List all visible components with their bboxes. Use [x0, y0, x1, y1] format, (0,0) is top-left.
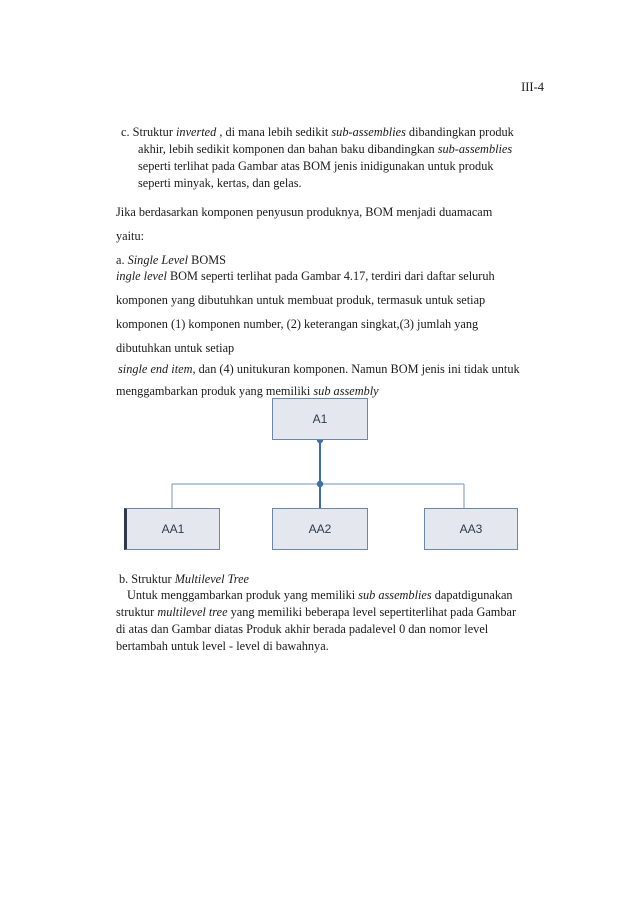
- para-a-line1: [116, 268, 495, 285]
- para-a-text: BOM seperti terlihat pada Gambar 4.17, terdiri dari daftar seluruh: [166, 269, 495, 283]
- para-a-line3: komponen (1) komponen number, (2) keterangan singkat,(3) jumlah yang: [116, 317, 479, 331]
- para-b-text: yang memiliki beberapa level sepertiterlihat pada Gambar: [227, 605, 517, 619]
- para-a-italic: Single Level: [127, 253, 189, 267]
- para-c-text: akhir, lebih sedikit komponen dan bahan baku dibandingkan: [138, 142, 438, 156]
- node-child-3: AA3: [424, 508, 518, 550]
- para-c-italic-subassemblies: sub-assemblies: [437, 142, 513, 156]
- para-b-line4: bertambah untuk level - level di bawahnya.: [116, 639, 329, 653]
- para-a-line4: dibutuhkan untuk setiap: [116, 341, 235, 355]
- para-b-line1: [127, 587, 513, 604]
- para-b-text: b. Struktur: [119, 572, 175, 586]
- para-b-italic: Multilevel Tree: [174, 572, 250, 586]
- node-child-1: AA1: [124, 508, 220, 550]
- para-a-italic: ingle level: [116, 269, 167, 283]
- para-b-text: struktur: [116, 605, 158, 619]
- para-a-text: BOMS: [188, 253, 226, 267]
- bom-single-level-diagram: [112, 398, 530, 558]
- para-b-line2: [116, 604, 516, 621]
- para-a-line2: komponen yang dibutuhkan untuk membuat produk, termasuk untuk setiap: [116, 293, 486, 307]
- para-b-italic: sub assemblies: [358, 588, 432, 602]
- para-a-text: , dan (4) unitukuran komponen. Namun BOM jenis ini tidak untuk: [192, 362, 520, 376]
- para-c-line3: seperti terlihat pada Gambar atas BOM jenis inidigunakan untuk produk: [138, 159, 494, 173]
- para-c-italic-subassemblies: sub-assemblies: [331, 125, 406, 139]
- para-c-line4: seperti minyak, kertas, dan gelas.: [138, 176, 302, 190]
- para-b-text: Untuk menggambarkan produk yang memiliki: [127, 588, 359, 602]
- para-jika-line1: Jika berdasarkan komponen penyusun produknya, BOM menjadi duamacam: [116, 205, 493, 219]
- para-b-italic: multilevel tree: [157, 605, 228, 619]
- page-number: III-4: [521, 80, 544, 94]
- para-a-text: menggambarkan produk yang memiliki: [116, 384, 314, 398]
- para-jika-line2: yaitu:: [116, 229, 145, 243]
- para-b-heading: [119, 571, 249, 588]
- para-a-italic: single end item: [118, 362, 193, 376]
- para-a-italic: sub assembly: [313, 384, 379, 398]
- para-a-heading: [116, 252, 226, 269]
- para-c-line2: [138, 141, 512, 158]
- para-c-text: , di mana lebih sedikit: [216, 125, 332, 139]
- para-c-text: c. Struktur: [121, 125, 176, 139]
- para-a-line5: [118, 361, 520, 378]
- para-c-italic-inverted: inverted: [176, 125, 217, 139]
- para-a-text: a.: [116, 253, 128, 267]
- node-root: A1: [272, 398, 368, 440]
- para-c-text: dibandingkan produk: [405, 125, 514, 139]
- para-b-text: dapatdigunakan: [431, 588, 513, 602]
- node-child-2: AA2: [272, 508, 368, 550]
- para-b-line3: di atas dan Gambar diatas Produk akhir berada padalevel 0 dan nomor level: [116, 622, 489, 636]
- junction-dot-middle: [317, 481, 323, 487]
- para-c-line1: [121, 124, 514, 141]
